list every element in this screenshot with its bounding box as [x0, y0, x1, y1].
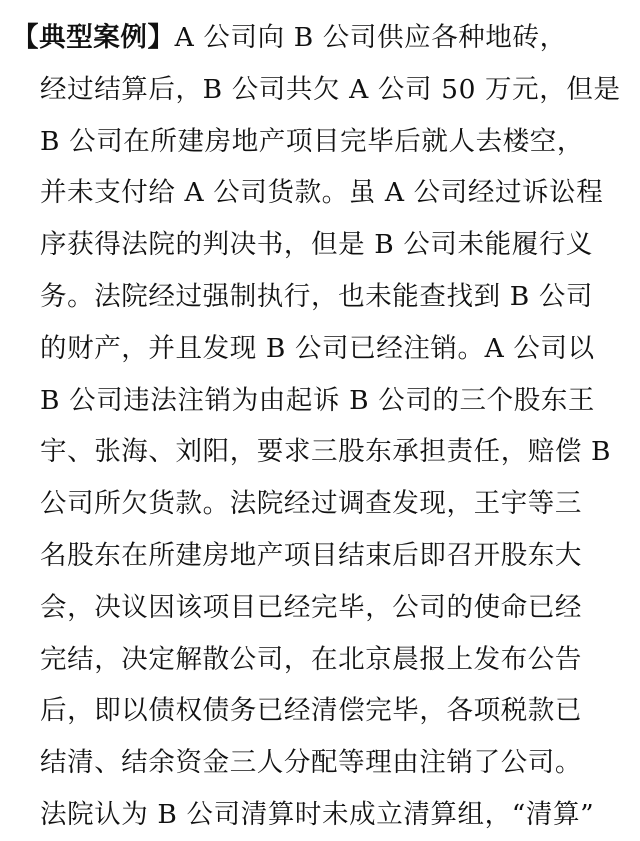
text-line-1-content: A 公司向 B 公司供应各种地砖，	[174, 22, 567, 53]
text-line-10: 公司所欠货款。法院经过调查发现，王宇等三	[40, 488, 582, 520]
text-line-7: 的财产，并且发现 B 公司已经注销。A 公司以	[40, 332, 595, 364]
text-line-9: 宇、张海、刘阳，要求三股东承担责任，赔偿 B	[40, 436, 612, 468]
text-line-5: 序获得法院的判决书，但是 B 公司未能履行义	[40, 229, 594, 261]
text-line-13: 完结，决定解散公司，在北京晨报上发布公告	[40, 643, 582, 675]
text-line-12: 会，决议因该项目已经完毕，公司的使命已经	[40, 591, 582, 623]
text-line-15: 结清、结余资金三人分配等理由注销了公司。	[40, 747, 582, 779]
case-heading-label: 【典型案例】	[12, 22, 175, 53]
case-text-block	[12, 12, 621, 841]
text-line-4: 并未支付给 A 公司货款。虽 A 公司经过诉讼程	[40, 177, 604, 209]
text-line-6: 务。法院经过强制执行，也未能查找到 B 公司	[40, 280, 594, 312]
text-line-8: B 公司违法注销为由起诉 B 公司的三个股东王	[40, 384, 596, 416]
text-line-3: B 公司在所建房地产项目完毕后就人去楼空，	[40, 125, 584, 157]
text-line-11: 名股东在所建房地产项目结束后即召开股东大	[40, 539, 582, 571]
text-line-2: 经过结算后，B 公司共欠 A 公司 50 万元，但是	[40, 73, 621, 105]
text-line-1	[12, 12, 610, 64]
text-line-14: 后，即以债权债务已经清偿完毕，各项税款已	[40, 695, 582, 727]
text-line-16: 法院认为 B 公司清算时未成立清算组，“清算”	[40, 798, 595, 830]
